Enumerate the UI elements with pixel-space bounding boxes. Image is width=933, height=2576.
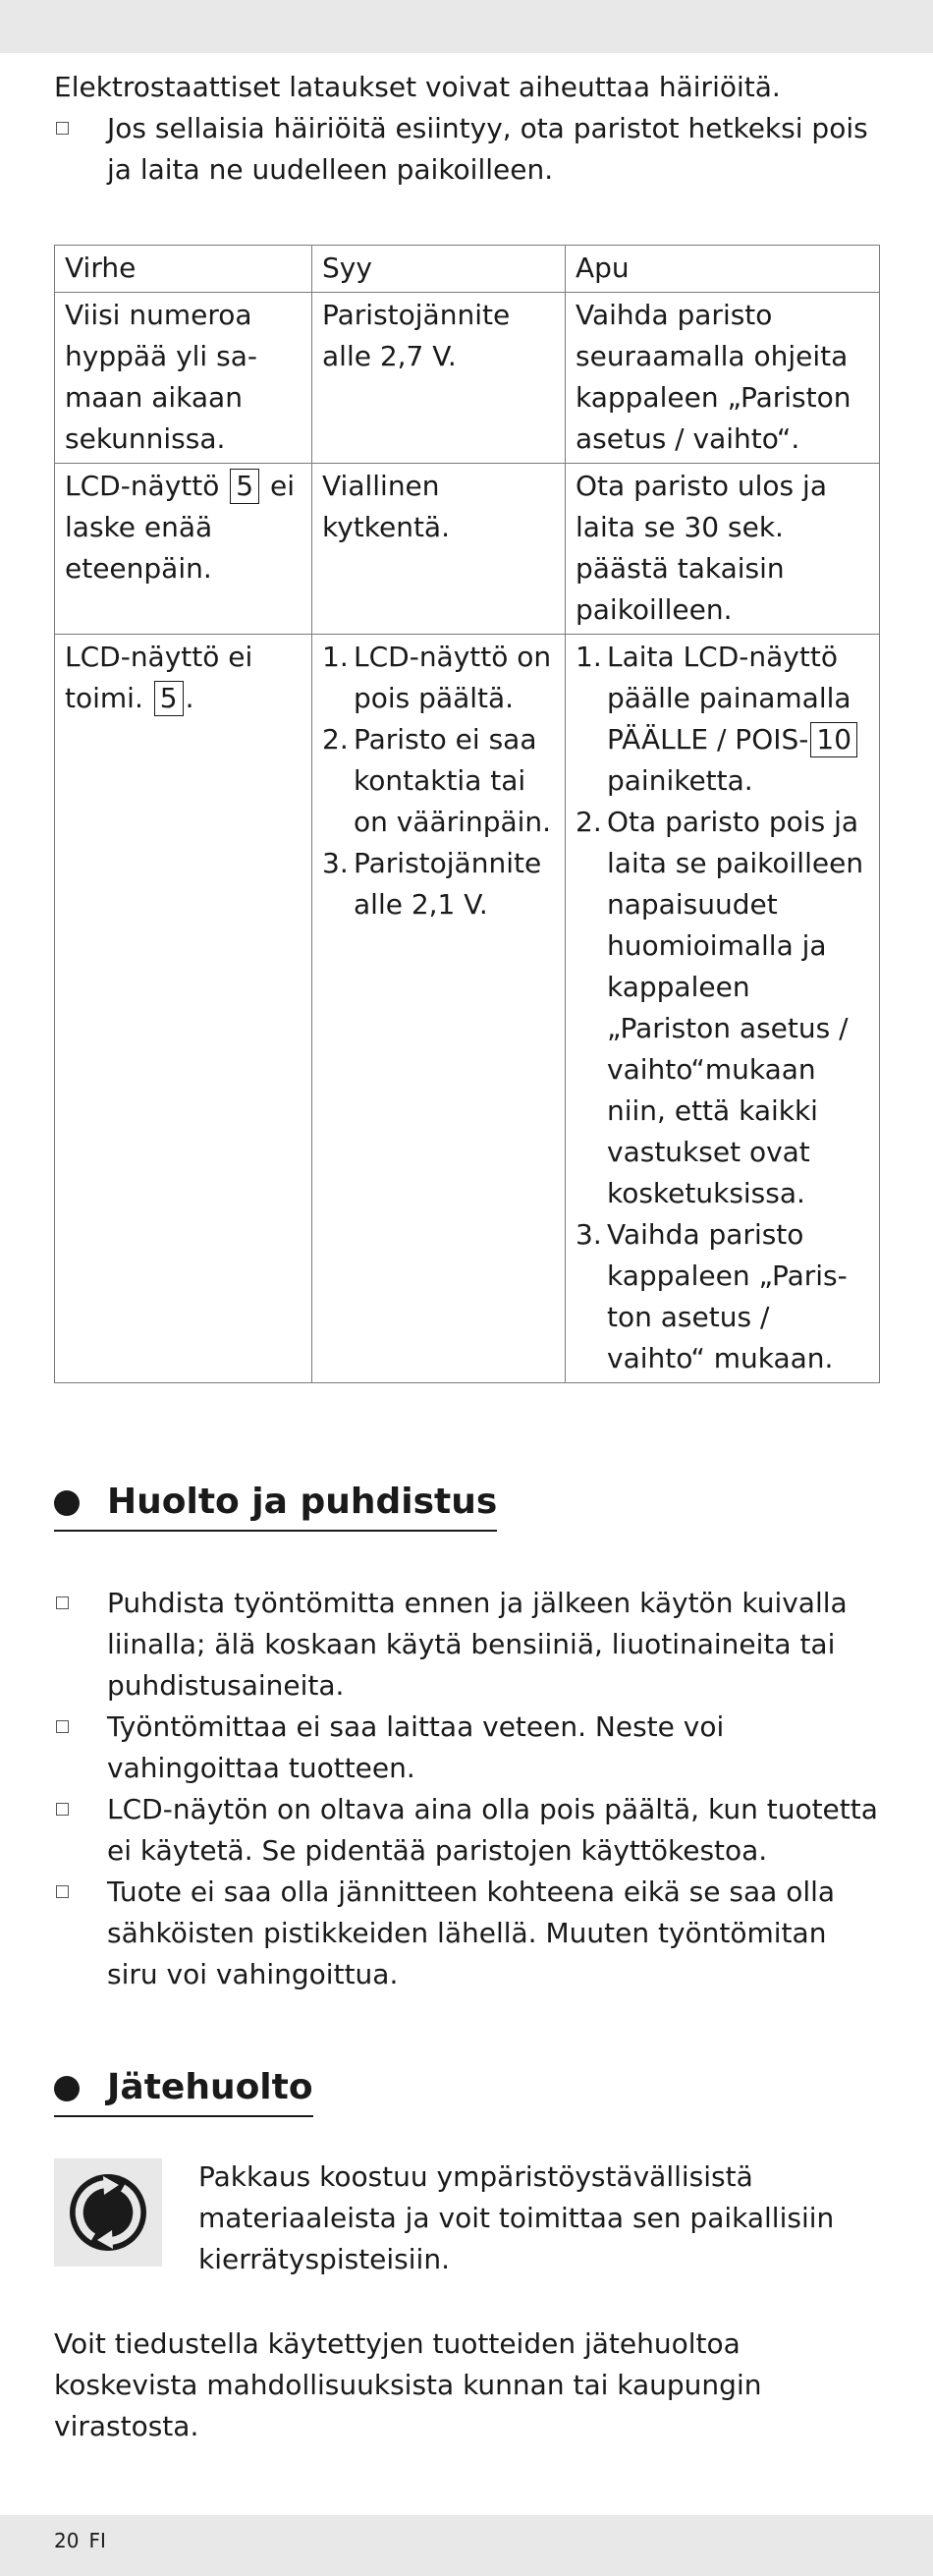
help-list [576, 637, 869, 1379]
list-item-text: painiketta. [607, 764, 753, 797]
section-title: Jätehuolto [107, 2067, 313, 2107]
language-code: FI [88, 2529, 106, 2552]
list-item-text: Paristojännite alle 2,1 V. [354, 847, 542, 921]
table-row [55, 635, 880, 1383]
list-item-text: LCD-näytön on oltava aina olla pois päältä, kun tuotetta ei käytetä. Se pidentää paristojen käyttökestoa. [107, 1793, 878, 1867]
table-row [55, 464, 880, 635]
list-item [54, 1872, 879, 1995]
intro-bullet [54, 108, 879, 191]
intro-text: Elektrostaattiset lataukset voivat aiheuttaa häiriöitä. [54, 71, 781, 103]
square-bullet-icon [56, 1720, 69, 1733]
cell-cause: Paristojännite alle 2,7 V. [312, 293, 566, 464]
section-title: Huolto ja puhdistus [107, 1482, 498, 1522]
list-item-text: LCD-näyttö on pois päältä. [354, 641, 552, 714]
page-footer [54, 2525, 106, 2556]
list-item [322, 843, 555, 925]
disposal-info-text: Voit tiedustella käytettyjen tuotteiden jätehuoltoa koskevista mahdollisuuksista kunnan tai kaupungin virastosta. [54, 2327, 762, 2442]
reference-number-box: 10 [810, 722, 857, 757]
maintenance-list [54, 1583, 879, 1995]
square-bullet-icon [56, 122, 69, 135]
cell-error: Viisi numeroa hyppää yli samaan aikaan sekunnissa. [55, 293, 312, 464]
square-bullet-icon [56, 1596, 69, 1609]
cell-help [566, 635, 880, 1383]
column-header-error: Virhe [55, 246, 312, 293]
intro-bullet-text: Jos sellaisia häiriöitä esiintyy, ota paristot hetkeksi pois ja laita ne uudelleen paikoilleen. [107, 112, 868, 186]
bullet-dot-icon [54, 2076, 80, 2101]
green-dot-recycling-icon [54, 2158, 162, 2267]
square-bullet-icon [56, 1803, 69, 1816]
list-item [576, 802, 869, 1214]
list-item [576, 637, 869, 802]
cell-help: Vaihda paristo seuraamalla ohjeita kappaleen „Pariston asetus / vaihto“. [566, 293, 880, 464]
cell-error [55, 635, 312, 1383]
list-item-text: Tuote ei saa olla jännitteen kohteena eikä se saa olla sähköisten pistikkeiden lähellä. Muuten työntömitan siru voi vahingoittua. [107, 1876, 836, 1990]
list-item-text: Vaihda paristo kappaleen „Pariston asetus / vaihto“ mukaan. [607, 1218, 848, 1374]
reference-number-box: 5 [154, 681, 184, 716]
top-margin-band [0, 0, 933, 53]
list-number: 3. [322, 847, 349, 879]
troubleshooting-table [54, 245, 880, 1383]
section-heading-disposal [54, 2062, 313, 2117]
square-bullet-icon [56, 1885, 69, 1898]
table-row [55, 293, 880, 464]
list-number: 3. [576, 1218, 602, 1251]
section-heading-maintenance [54, 1477, 497, 1532]
table-header-row [55, 246, 880, 293]
list-item-text: Ota paristo pois ja laita se paikoilleen napaisuudet huomioimalla ja kappaleen „Pariston asetus / vaihto“mukaan niin, että kaikki vastukset ovat kosketuksissa. [607, 806, 864, 1209]
list-item [54, 1789, 879, 1872]
list-item-text: Puhdista työntömitta ennen ja jälkeen käytön kuivalla liinalla; älä koskaan käytä bensiiniä, liuotinaineita tai puhdistusaineita. [107, 1587, 848, 1702]
list-item [576, 1214, 869, 1379]
column-header-cause: Syy [312, 246, 566, 293]
list-number: 2. [576, 806, 602, 838]
cause-list [322, 637, 555, 925]
cell-error [55, 464, 312, 635]
column-header-help: Apu [566, 246, 880, 293]
error-text-end: . [185, 682, 194, 714]
list-item-text: Laita LCD-näyttö päälle painamalla PÄÄLLE / POIS- [607, 641, 851, 756]
list-item-text: Työntömittaa ei saa laittaa veteen. Neste voi vahingoittaa tuotteen. [107, 1710, 725, 1784]
list-item [54, 1707, 879, 1789]
error-text-end: ei laske enää eteenpäin. [65, 470, 296, 585]
bullet-dot-icon [54, 1490, 80, 1516]
error-text-start: LCD-näyttö ei toimi. [65, 641, 253, 714]
reference-number-box: 5 [230, 469, 259, 504]
cell-cause [312, 635, 566, 1383]
packaging-recycling-block [54, 2156, 879, 2284]
list-number: 1. [322, 641, 349, 673]
page-number: 20 [54, 2529, 80, 2552]
list-number: 2. [322, 723, 349, 756]
error-text-start: LCD-näyttö [65, 470, 220, 502]
list-item [322, 637, 555, 719]
page-content [54, 67, 879, 2447]
cell-cause: Viallinen kytkentä. [312, 464, 566, 635]
cell-help: Ota paristo ulos ja laita se 30 sek. päästä takaisin paikoilleen. [566, 464, 880, 635]
footer-band [0, 2515, 933, 2576]
list-item-text: Paristo ei saa kontaktia tai on väärinpäin. [354, 723, 552, 838]
list-item [322, 719, 555, 843]
packaging-text: Pakkaus koostuu ympäristöystävällisistä materiaaleista ja voit toimittaa sen paikallisiin kierrätyspisteisiin. [198, 2160, 835, 2275]
list-number: 1. [576, 641, 602, 673]
list-item [54, 1583, 879, 1707]
